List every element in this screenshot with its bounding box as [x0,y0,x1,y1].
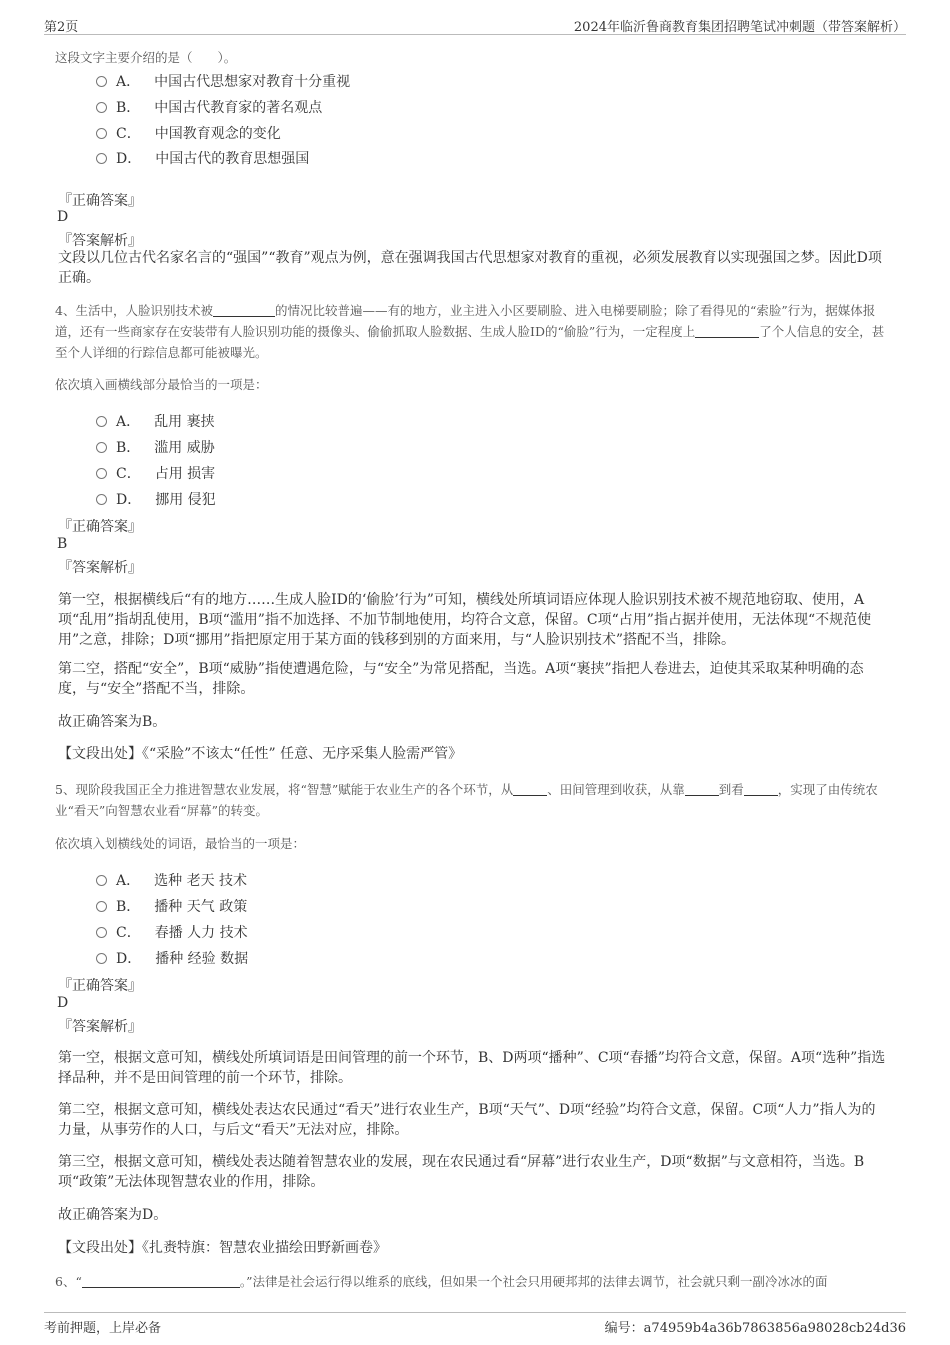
q5-option-a[interactable]: A． 选种 老天 技术 [96,870,247,890]
q4-answer-label: 『正确答案』 [58,519,142,535]
radio-icon[interactable] [96,468,107,479]
q4-option-c[interactable]: C． 占用 损害 [96,463,215,483]
page-header [44,14,906,35]
q3-option-a[interactable]: A． 中国古代思想家对教育十分重视 [96,71,350,91]
q5-prompt: 依次填入划横线处的词语，最恰当的一项是： [55,836,306,851]
fill-blank [685,781,719,796]
radio-icon[interactable] [96,102,107,113]
radio-icon[interactable] [96,153,107,164]
q5-answer-label: 『正确答案』 [58,978,142,994]
radio-icon[interactable] [96,416,107,427]
radio-icon[interactable] [96,927,107,938]
q4-analysis-p1: 第一空，根据横线后“有的地方……生成人脸ID的‘偷脸’行为”可知，横线处所填词语应体现人脸识别技术被不规范地窃取、使用，A项“乱用”指胡乱使用，B项“滥用”指不加选择、不加节制地使用，均符合文意，保留。C项“占用”指占据并使用，无法体现“不规范使用”之意，排除；D项“挪用”指把原定用于某方面的钱移到别的方面来用，与“人脸识别技术”搭配不当，排除。 [58,592,872,648]
q4-analysis-p3: 故正确答案为B。 [58,714,167,730]
q4-prompt: 依次填入画横线部分最恰当的一项是： [55,377,268,392]
q3-analysis: 文段以几位古代名家名言的“强国”“教育”观点为例，意在强调我国古代思想家对教育的重视，必须发展教育以实现强国之梦。因此D项正确。 [58,250,882,286]
q5-option-c[interactable]: C． 春播 人力 技术 [96,922,248,942]
q3-option-b[interactable]: B． 中国古代教育家的著名观点 [96,97,322,117]
document-id: 编号：a74959b4a36b7863856a98028cb24d36 [604,1321,906,1336]
q4-stem: 4、生活中，人脸识别技术被 的情况比较普遍——有的地方，业主进入小区要刷脸、进入电梯要刷脸；除了看得见的“索脸”行为，据媒体报道，还有一些商家存在安装带有人脸识别功能的摄像头、偷偷抓取人脸数据、生成人脸ID的“偷脸”行为，一定程度上 了个人信息的安全，甚至个人详细的行踪信息都可能被曝光。 [55,303,885,360]
radio-icon[interactable] [96,901,107,912]
fill-blank [695,323,759,338]
q5-stem: 5、现阶段我国正全力推进智慧农业发展，将“智慧”赋能于农业生产的各个环节，从 、田间管理到收获，从靠 到看 ，实现了由传统农业“看天”向智慧农业看“屏幕”的转变。 [55,782,878,818]
q4-analysis-p2: 第二空，搭配“安全”，B项“威胁”指使遭遇危险，与“安全”为常见搭配，当选。A项“裹挟”指把人卷进去，迫使其采取某种明确的态度，与“安全”搭配不当，排除。 [58,661,864,697]
fill-blank [513,781,547,796]
q4-option-d[interactable]: D． 挪用 侵犯 [96,489,216,509]
q3-option-d[interactable]: D． 中国古代的教育思想强国 [96,148,309,168]
q5-source: 【文段出处】《扎赉特旗：智慧农业描绘田野新画卷》 [58,1240,387,1256]
q3-analysis-label: 『答案解析』 [58,233,142,249]
q5-analysis-p1: 第一空，根据文意可知，横线处所填词语是田间管理的前一个环节，B、D两项“播种”、C项“春播”均符合文意，保留。A项“选种”指选择品种，并不是田间管理的前一个环节，排除。 [58,1050,886,1086]
q3-answer: D [57,209,69,225]
radio-icon[interactable] [96,875,107,886]
document-title: 2024年临沂鲁商教育集团招聘笔试冲刺题（带答案解析） [573,20,906,35]
q3-stem: 这段文字主要介绍的是（ ）。 [55,50,237,65]
q4-answer: B [57,536,68,552]
radio-icon[interactable] [96,442,107,453]
q5-analysis-label: 『答案解析』 [58,1019,142,1035]
radio-icon[interactable] [96,953,107,964]
q4-source: 【文段出处】《“采脸”不该太“任性” 任意、无序采集人脸需严管》 [58,746,463,762]
q6-stem: 6、“ 。”法律是社会运行得以维系的底线，但如果一个社会只用硬邦邦的法律去调节，社会就只剩一副冷冰冰的面 [55,1274,828,1289]
q5-analysis-p3: 第三空，根据文意可知，横线处表达随着智慧农业的发展，现在农民通过看“屏幕”进行农业生产，D项“数据”与文意相符，当选。B项“政策”无法体现智慧农业的作用，排除。 [58,1154,865,1190]
q4-option-b[interactable]: B． 滥用 威胁 [96,437,215,457]
radio-icon[interactable] [96,494,107,505]
q3-option-c[interactable]: C． 中国教育观念的变化 [96,123,281,143]
q3-answer-label: 『正确答案』 [58,193,142,209]
q5-answer: D [57,995,69,1011]
q5-analysis-p4: 故正确答案为D。 [58,1207,168,1223]
radio-icon[interactable] [96,76,107,87]
q4-analysis-label: 『答案解析』 [58,560,142,576]
q5-analysis-p2: 第二空，根据文意可知，横线处表达农民通过“看天”进行农业生产，B项“天气”、D项“经验”均符合文意，保留。C项“人力”指人为的力量，从事劳作的人口，与后文“看天”无法对应，排除。 [58,1102,876,1138]
fill-blank [82,1273,240,1288]
radio-icon[interactable] [96,128,107,139]
q5-option-b[interactable]: B． 播种 天气 政策 [96,896,247,916]
fill-blank [744,781,778,796]
page-footer [44,1312,906,1337]
fill-blank [213,302,275,317]
q4-option-a[interactable]: A． 乱用 裹挟 [96,411,215,431]
page-number: 第2页 [44,20,79,35]
q5-option-d[interactable]: D． 播种 经验 数据 [96,948,248,968]
footer-slogan: 考前押题，上岸必备 [44,1321,162,1336]
